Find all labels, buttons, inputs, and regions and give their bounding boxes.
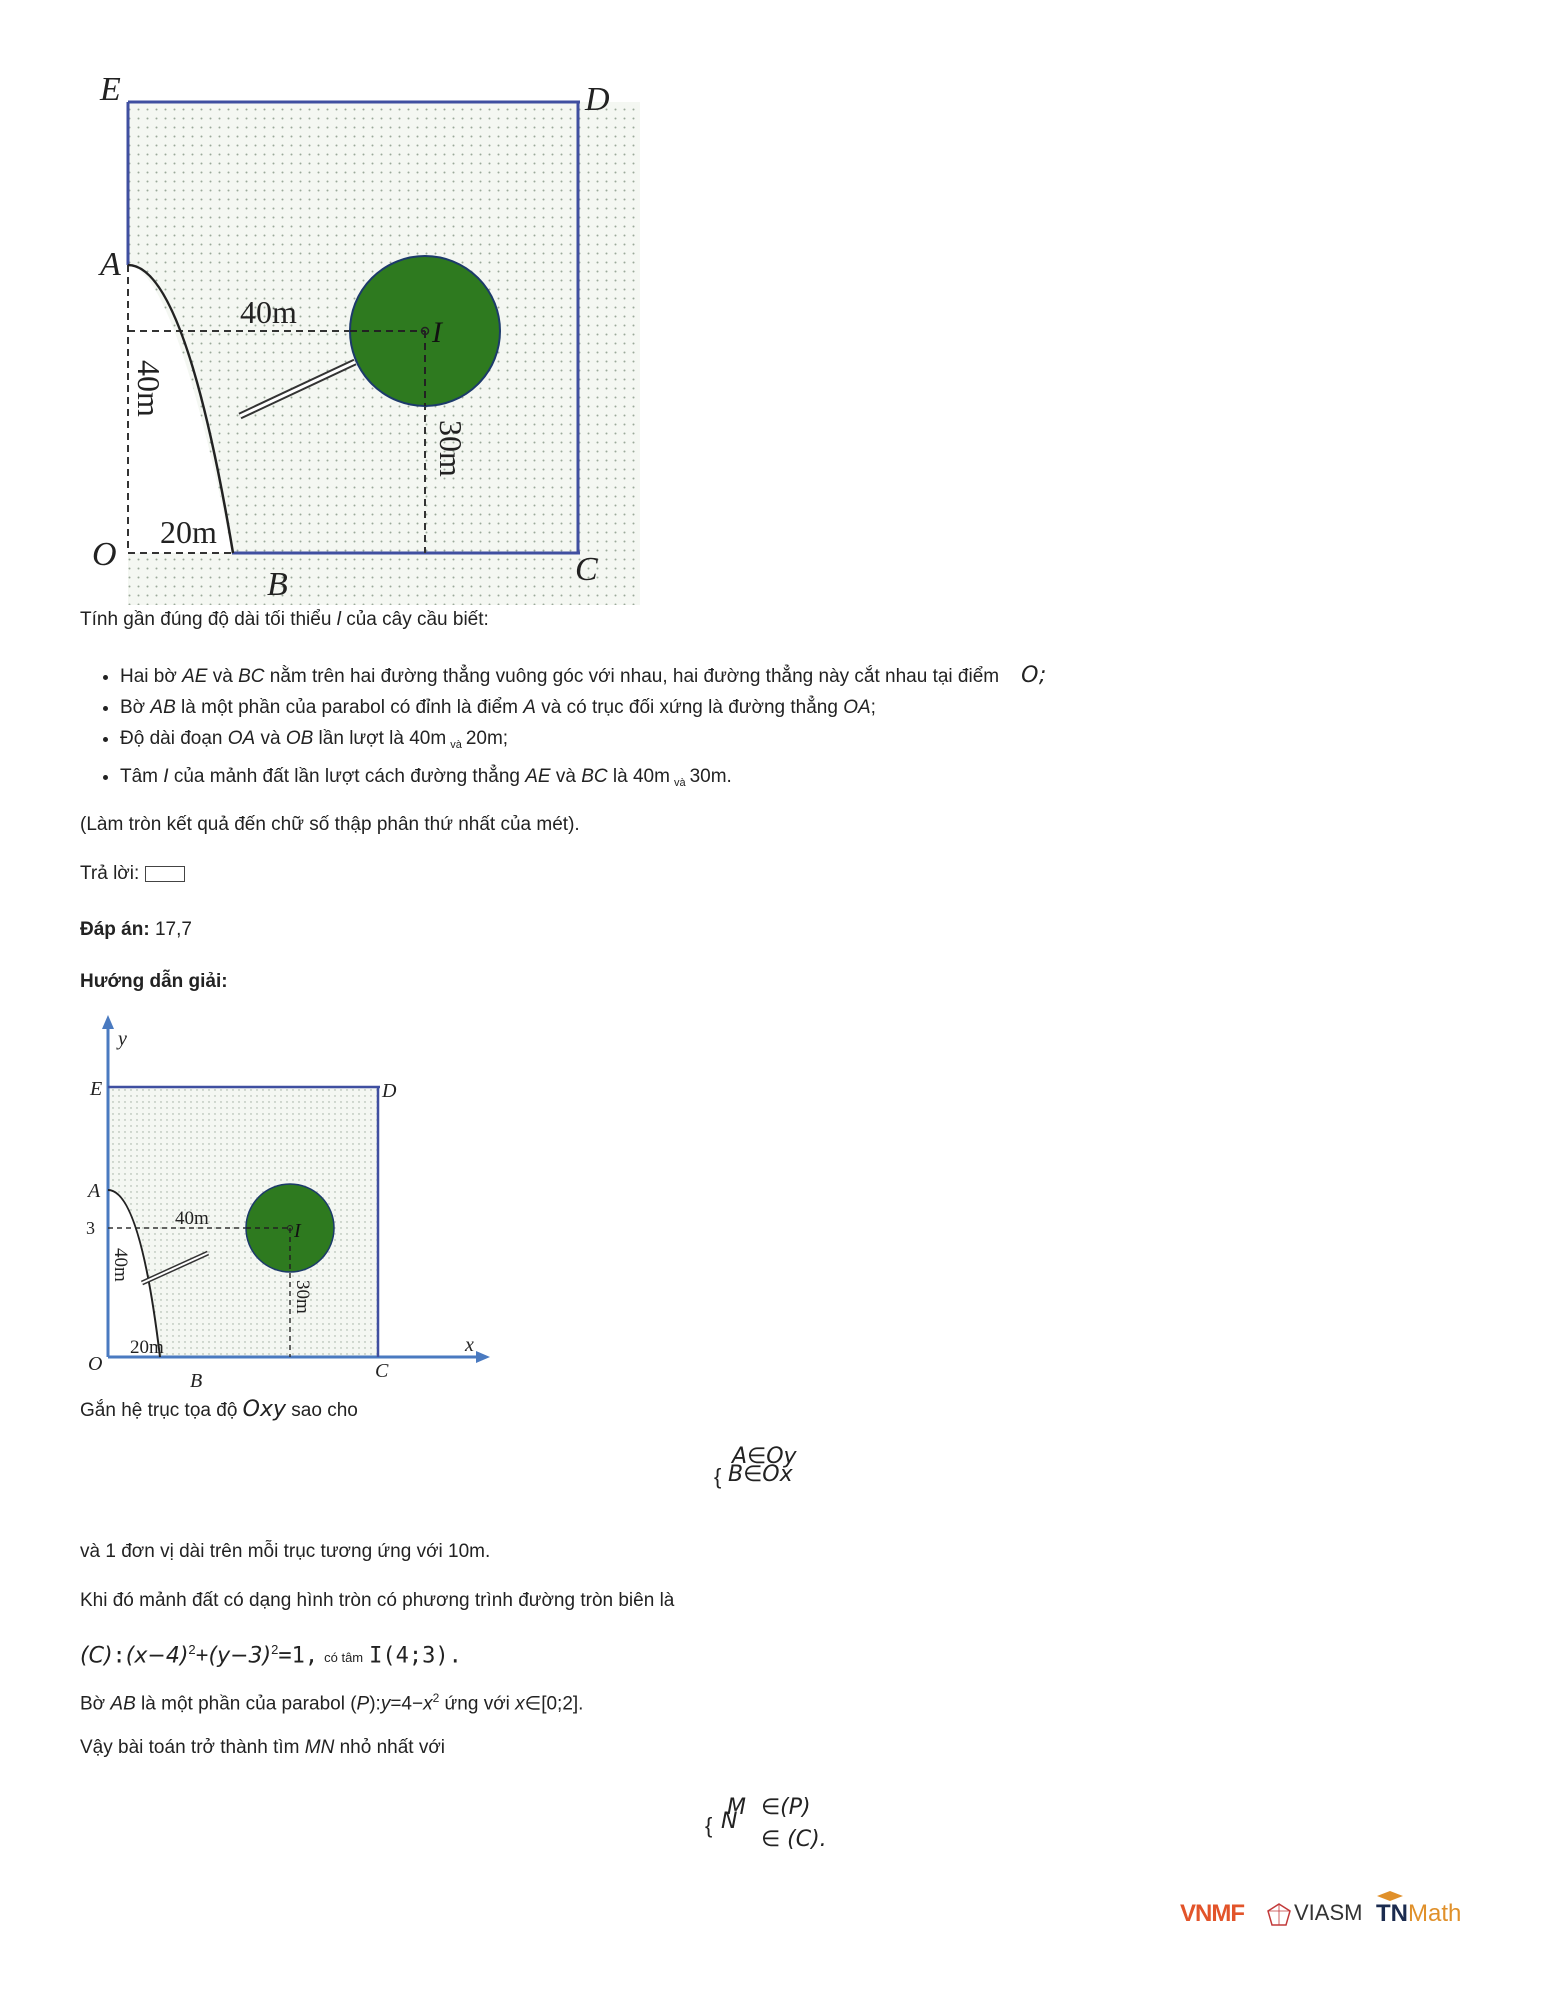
- axes-setup: Gắn hệ trục tọa độ Oxy sao cho: [80, 1397, 358, 1422]
- condition-3: • Độ dài đoạn OA và OB lần lượt là 40m $_{và}$ 20m;: [120, 723, 1220, 761]
- label-I: I: [432, 316, 442, 349]
- dim-vertical: 40m: [131, 360, 167, 417]
- label2-A: A: [88, 1180, 101, 1202]
- tnmath-logo: TNMath: [1376, 1900, 1462, 1927]
- label-A: A: [100, 246, 121, 283]
- label2-B: B: [190, 1370, 203, 1392]
- condition-2: • Bờ AB là một phần của parabol có đỉnh là điểm A và có trục đối xứng là đường thẳng OA;: [120, 692, 1220, 723]
- label-B: B: [267, 566, 288, 603]
- system-1: { A∈Oy B∈Ox: [714, 1444, 797, 1489]
- parabola-equation: Bờ AB là một phần của parabol $(P):y=4-x^2$ ứng với x∈[0;2].: [80, 1691, 584, 1715]
- label2-C: C: [375, 1360, 389, 1382]
- label2-y: y: [118, 1028, 127, 1050]
- solution-heading: Hướng dẫn giải:: [80, 971, 228, 992]
- footer-logos: [1180, 1890, 1480, 1940]
- question-intro: Tính gần đúng độ dài tối thiểu l của cây cầu biết:: [80, 609, 489, 630]
- answer-prompt: Trả lời:: [80, 862, 185, 886]
- label-D: D: [585, 81, 610, 118]
- vnmf-logo: VNMF: [1180, 1900, 1244, 1927]
- rounding-note: (Làm tròn kết quả đến chữ số thập phân thứ nhất của mét).: [80, 814, 580, 835]
- label-O: O: [92, 536, 117, 573]
- label2-D: D: [382, 1080, 397, 1102]
- label-E: E: [100, 71, 121, 108]
- dim2-center-drop: 30m: [292, 1280, 313, 1314]
- answer-input[interactable]: [145, 866, 185, 882]
- dim2-base: 20m: [130, 1337, 164, 1358]
- condition-4: • Tâm I của mảnh đất lần lượt cách đường thẳng AE và BC là 40m $_{và}$ 30m.: [120, 761, 1220, 799]
- dim-center-drop: 30m: [433, 420, 469, 477]
- dim-horizontal: 40m: [240, 294, 297, 330]
- answer-line: [80, 918, 192, 942]
- system-2: { M ∈(P) N ∈ (C).: [705, 1795, 827, 1852]
- answer-value: 17,7: [154, 919, 192, 940]
- label2-O: O: [88, 1353, 103, 1375]
- dim-base: 20m: [160, 514, 217, 550]
- label-C: C: [575, 551, 598, 588]
- label2-x: x: [465, 1334, 474, 1356]
- answer-label: Đáp án:: [80, 919, 150, 940]
- figure-2: [80, 1015, 500, 1395]
- circle-equation: $(C):(x-4)^2+(y-3)^2=1$, có tâm I(4;3).: [80, 1642, 462, 1669]
- dim2-horizontal: 40m: [175, 1208, 209, 1229]
- label2-three: 3: [86, 1218, 95, 1238]
- label2-E: E: [90, 1078, 103, 1100]
- unit-note: và 1 đơn vị dài trên mỗi trục tương ứng với 10m.: [80, 1541, 491, 1562]
- problem-intro: Vậy bài toán trở thành tìm MN nhỏ nhất với: [80, 1737, 446, 1758]
- viasm-logo: VIASM: [1294, 1900, 1363, 1925]
- circle-intro: Khi đó mảnh đất có dạng hình tròn có phương trình đường tròn biên là: [80, 1590, 675, 1611]
- dim2-vertical: 40m: [110, 1248, 131, 1282]
- question-conditions: [80, 660, 1220, 799]
- label2-I: I: [294, 1220, 301, 1242]
- condition-1: • Hai bờ AE và BC nằm trên hai đường thẳng vuông góc với nhau, hai đường thẳng này cắt nhau tại điểm O;: [120, 660, 1220, 692]
- viasm-emblem-icon: [1266, 1902, 1292, 1928]
- figure-1: [80, 60, 640, 605]
